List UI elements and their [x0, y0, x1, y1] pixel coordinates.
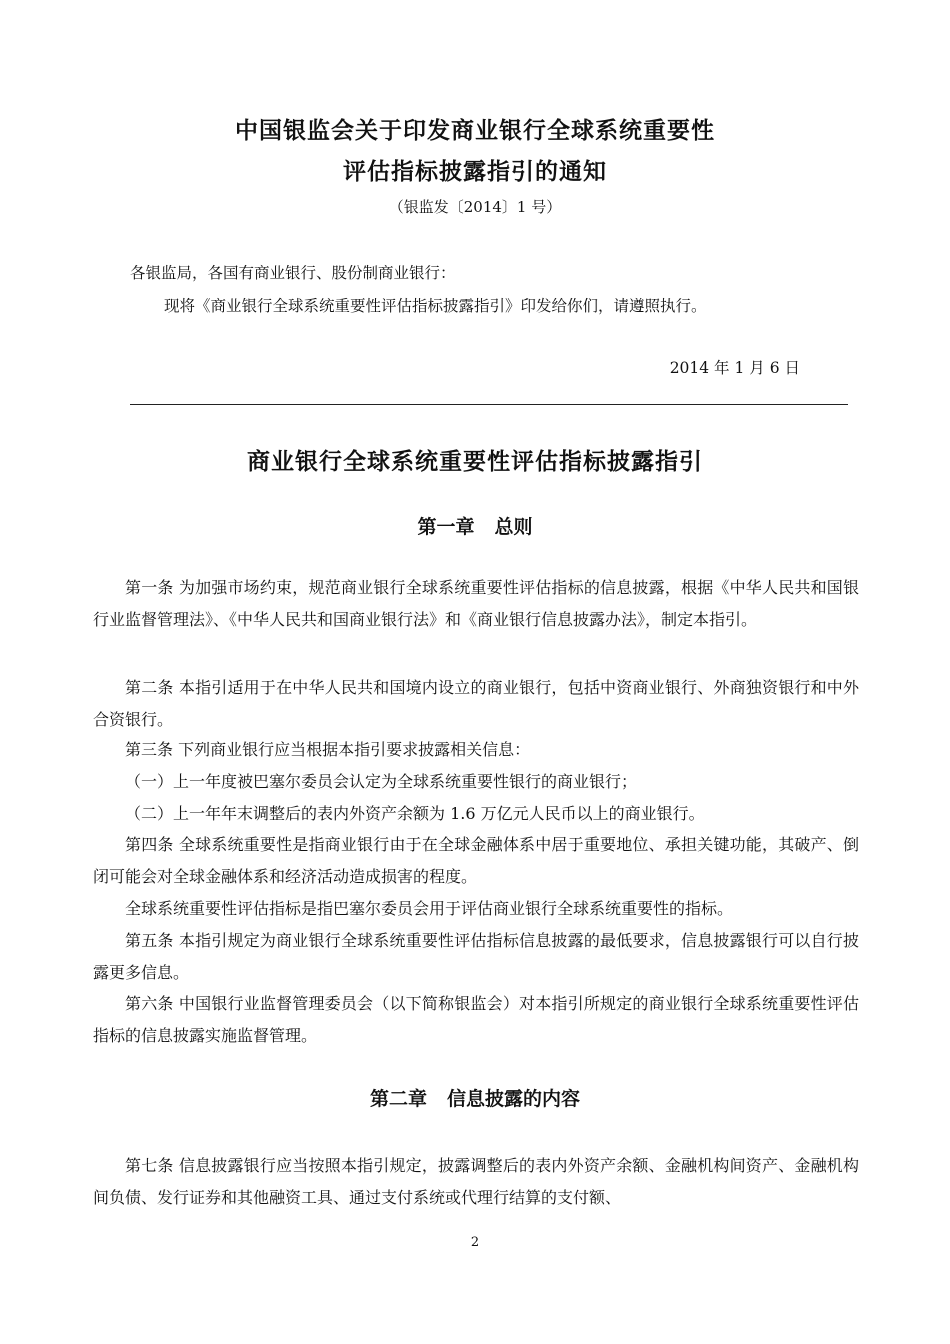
article-7: 第七条 信息披露银行应当按照本指引规定，披露调整后的表内外资产余额、金融机构间资产、金融机构间负债、发行证券和其他融资工具、通过支付系统或代理行结算的支付额、	[93, 1156, 859, 1207]
chapter-1-name: 总则	[494, 516, 533, 538]
article-6: 第六条 中国银行业监督管理委员会（以下简称银监会）对本指引所规定的商业银行全球系统重要性评估指标的信息披露实施监督管理。	[93, 994, 859, 1045]
chapter-2-name: 信息披露的内容	[447, 1088, 581, 1110]
article-3-item-1: （一）上一年度被巴塞尔委员会认定为全球系统重要性银行的商业银行；	[125, 772, 638, 791]
article-2: 第二条 本指引适用于在中华人民共和国境内设立的商业银行，包括中资商业银行、外商独资银行和中外合资银行。	[93, 678, 859, 729]
notice-title-line2: 评估指标披露指引的通知	[343, 159, 607, 185]
guideline-title: 商业银行全球系统重要性评估指标披露指引	[247, 449, 703, 475]
chapter-1-heading	[0, 512, 950, 539]
chapter-2-number: 第二章	[369, 1088, 427, 1110]
chapter-1-number: 第一章	[417, 516, 475, 538]
divider	[130, 404, 848, 405]
chapter-2-heading	[0, 1084, 950, 1111]
notice-date: 2014 年 1 月 6 日	[669, 359, 800, 377]
article-4-definition: 全球系统重要性评估指标是指巴塞尔委员会用于评估商业银行全球系统重要性的指标。	[125, 899, 734, 918]
notice-title-line1: 中国银监会关于印发商业银行全球系统重要性	[235, 118, 715, 144]
article-1: 第一条 为加强市场约束，规范商业银行全球系统重要性评估指标的信息披露，根据《中华人民共和国银行业监督管理法》、《中华人民共和国商业银行法》和《商业银行信息披露办法》，制定本指引。	[93, 578, 859, 629]
page-number: 2	[470, 1235, 480, 1250]
article-3: 第三条 下列商业银行应当根据本指引要求披露相关信息：	[125, 740, 531, 759]
addressee: 各银监局，各国有商业银行、股份制商业银行：	[130, 264, 456, 282]
document-number: （银监发〔2014〕1 号）	[388, 198, 562, 216]
article-3-item-2: （二）上一年年末调整后的表内外资产余额为 1.6 万亿元人民币以上的商业银行。	[125, 804, 705, 823]
article-5: 第五条 本指引规定为商业银行全球系统重要性评估指标信息披露的最低要求，信息披露银行可以自行披露更多信息。	[93, 931, 859, 982]
article-4: 第四条 全球系统重要性是指商业银行由于在全球金融体系中居于重要地位、承担关键功能，其破产、倒闭可能会对全球金融体系和经济活动造成损害的程度。	[93, 835, 859, 886]
notice-body: 现将《商业银行全球系统重要性评估指标披露指引》印发给你们，请遵照执行。	[164, 297, 707, 315]
